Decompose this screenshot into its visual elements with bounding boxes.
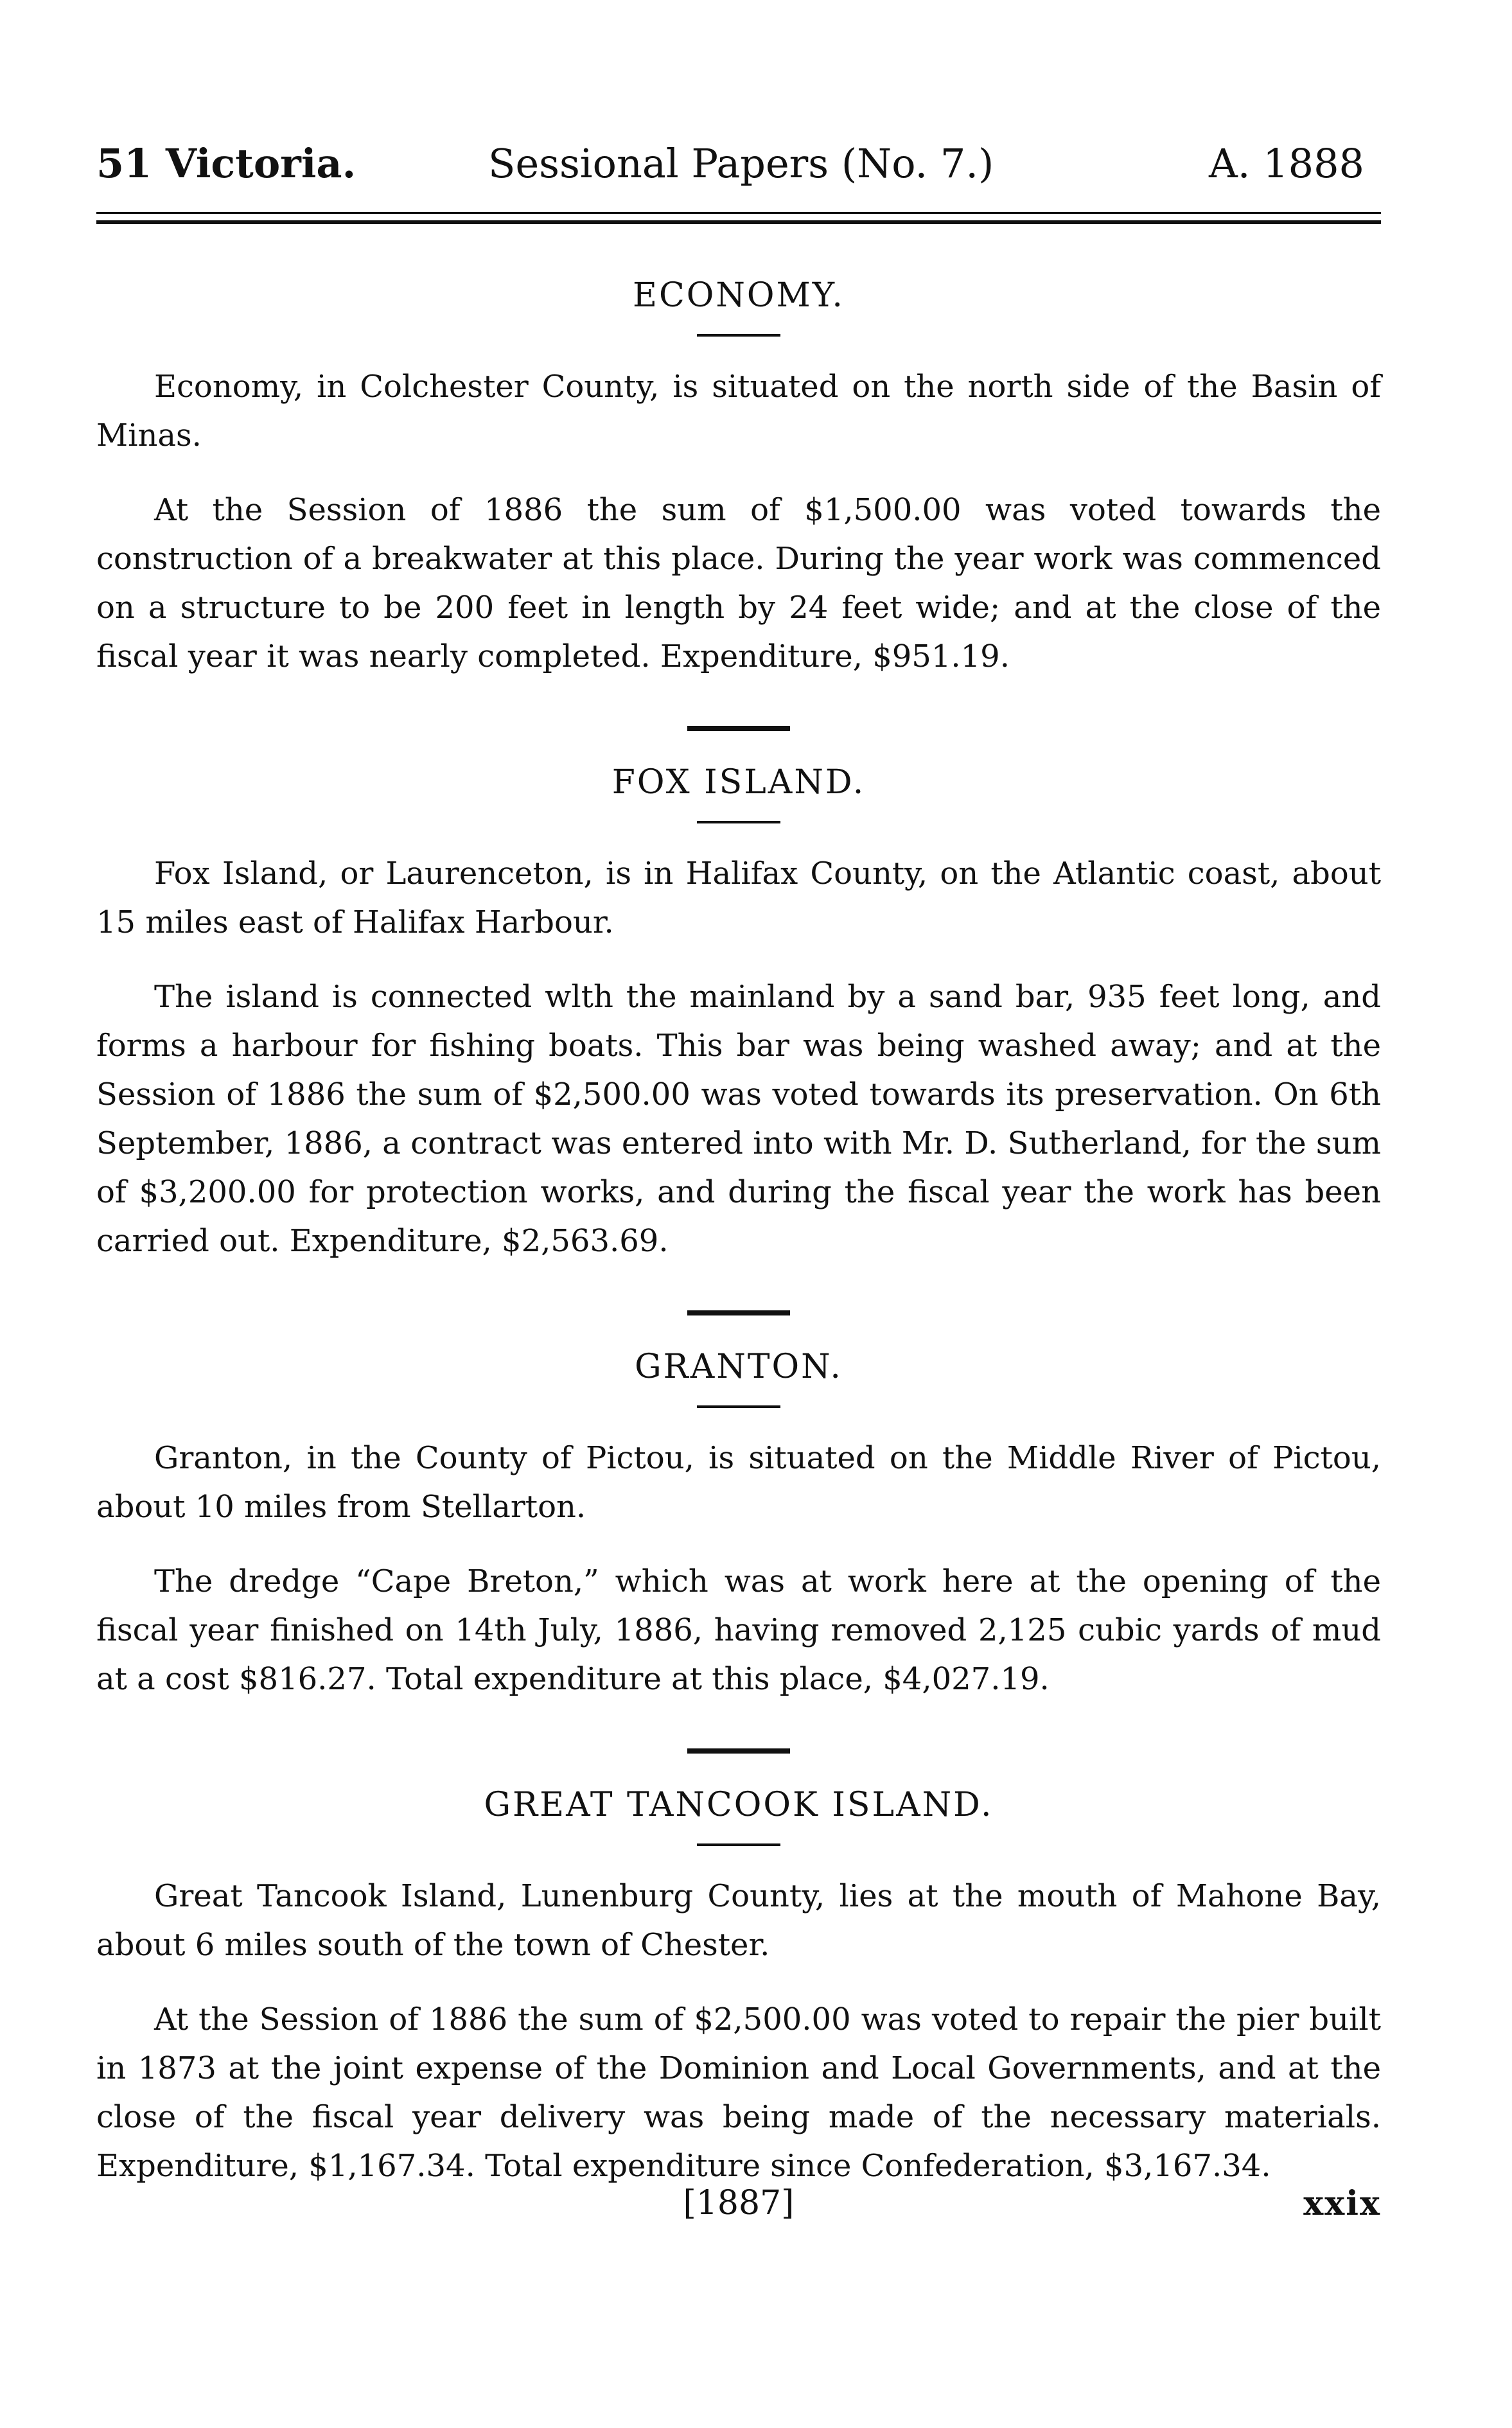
heading-rule (697, 1843, 780, 1846)
paragraph: Fox Island, or Laurenceton, is in Halifax County, on the Atlantic coast, about 15 miles east of Halifax Harbour. (96, 856, 1381, 940)
header-session: 51 Victoria. (96, 140, 356, 187)
section-separator (687, 1748, 790, 1754)
heading-rule (697, 821, 780, 823)
paragraph: Granton, in the County of Pictou, is situated on the Middle River of Pictou, about 10 miles from Stellarton. (96, 1440, 1381, 1525)
main-content (96, 244, 1381, 2190)
paragraph: Great Tancook Island, Lunenburg County, lies at the mouth of Mahone Bay, about 6 miles south of the town of Chester. (96, 1878, 1381, 1963)
page-footer (96, 2184, 1381, 2235)
header-year: A. 1888 (1209, 140, 1364, 187)
section-fox-island (96, 757, 1381, 1265)
section-heading: ECONOMY. (633, 276, 845, 315)
header-rule (96, 212, 1381, 224)
header-title: Sessional Papers (No. 7.) (488, 140, 994, 187)
paragraph: At the Session of 1886 the sum of $1,500.00 was voted towards the construction of a breakwater at this place. During the year work was commenced on a structure to be 200 feet in length by 24 feet wide; and at the close of the fiscal year it was nearly completed. Expenditure, $951.19. (96, 492, 1381, 674)
section-heading: FOX ISLAND. (611, 763, 866, 802)
section-heading: GREAT TANCOOK ISLAND. (484, 1786, 994, 1824)
paragraph: The dredge “Cape Breton,” which was at work here at the opening of the fiscal year finished on 14th July, 1886, having removed 2,125 cubic yards of mud at a cost $816.27. Total expenditure at this place, $4,027.19. (96, 1563, 1381, 1697)
page-number: xxix (1303, 2184, 1381, 2223)
section-separator (687, 1310, 790, 1315)
section-great-tancook-island (96, 1779, 1381, 2190)
paragraph: At the Session of 1886 the sum of $2,500.00 was voted to repair the pier built in 1873 at the joint expense of the Dominion and Local Governments, and at the close of the fiscal year delivery was being made of the necessary materials. Expenditure, $1,167.34. Total expenditure since Confederation, $3,167.34. (96, 2001, 1381, 2184)
section-economy (96, 270, 1381, 681)
paragraph: Economy, in Colchester County, is situated on the north side of the Basin of Minas. (96, 369, 1381, 453)
heading-rule (697, 334, 780, 337)
section-separator (687, 726, 790, 731)
section-heading: GRANTON. (635, 1348, 843, 1386)
paragraph: The island is connected wlth the mainland by a sand bar, 935 feet long, and forms a harbour for fishing boats. This bar was being washed away; and at the Session of 1886 the sum of $2,500.00 was voted towards its preservation. On 6th September, 1886, a contract was entered into with Mr. D. Sutherland, for the sum of $3,200.00 for protection works, and during the fiscal year the work has been carried out. Expenditure, $2,563.69. (96, 979, 1381, 1259)
section-granton (96, 1341, 1381, 1703)
running-header (96, 135, 1364, 193)
heading-rule (697, 1405, 780, 1408)
footer-year: [1887] (683, 2184, 795, 2222)
